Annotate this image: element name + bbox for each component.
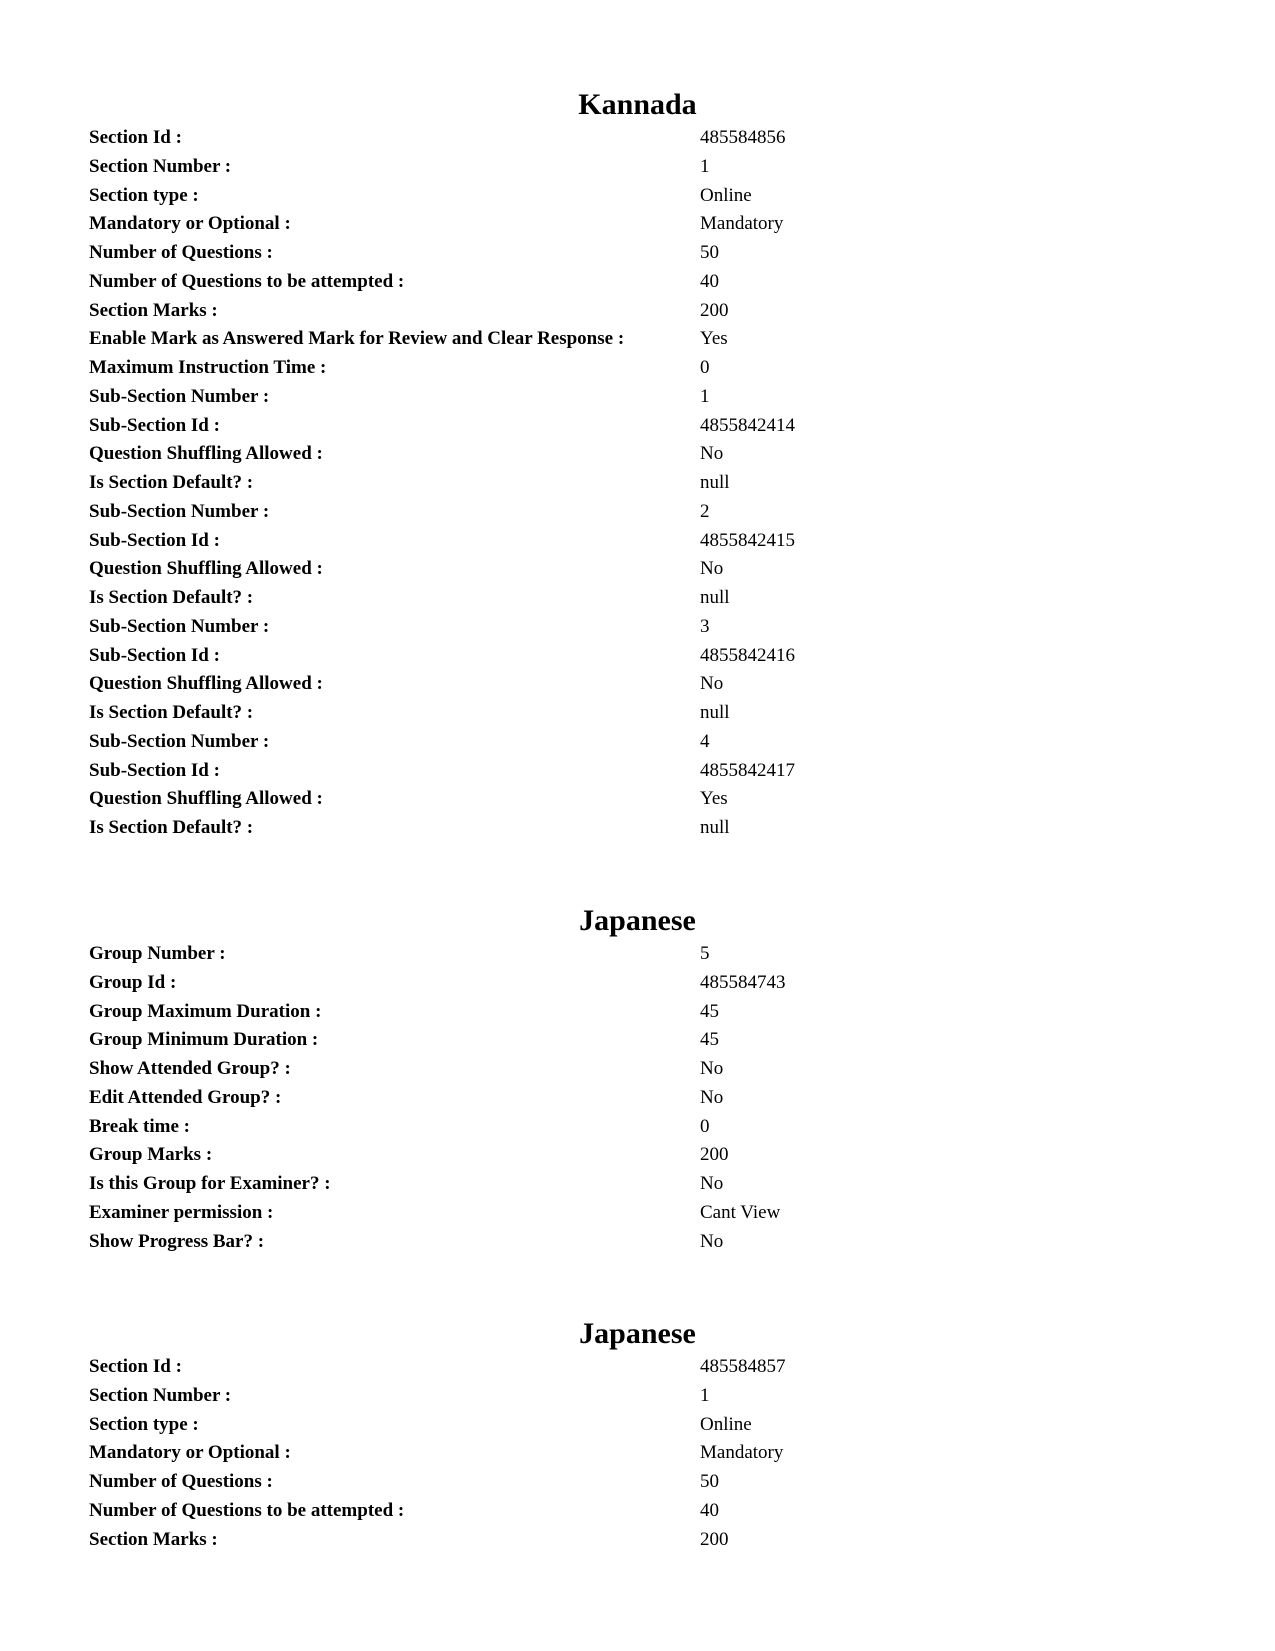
detail-row — [0, 613, 1275, 642]
detail-row — [0, 757, 1275, 786]
detail-value: 5 — [700, 943, 710, 964]
detail-value: 2 — [700, 500, 710, 522]
detail-row — [0, 325, 1275, 354]
detail-row — [0, 1170, 1275, 1199]
detail-value: 3 — [700, 615, 710, 637]
detail-label: Sub-Section Id : — [89, 529, 220, 551]
section-title: Japanese — [579, 904, 696, 937]
detail-value: 1 — [700, 385, 710, 407]
detail-label: Edit Attended Group? : — [89, 1086, 282, 1108]
detail-value: No — [700, 673, 724, 695]
detail-value: No — [700, 1173, 724, 1194]
detail-row — [0, 1026, 1275, 1055]
detail-value: 200 — [700, 1144, 729, 1166]
detail-row — [0, 1055, 1275, 1084]
detail-row — [0, 1468, 1275, 1497]
detail-value: No — [700, 1086, 724, 1108]
detail-label: Show Attended Group? : — [89, 1058, 291, 1079]
detail-value: 4 — [700, 730, 710, 752]
detail-row — [0, 1199, 1275, 1228]
detail-label: Sub-Section Number : — [89, 730, 270, 752]
detail-label: Group Minimum Duration : — [89, 1029, 319, 1051]
detail-row — [0, 210, 1275, 239]
detail-label: Question Shuffling Allowed : — [89, 788, 323, 810]
section-title: Kannada — [578, 88, 697, 121]
detail-value: 40 — [700, 1499, 719, 1521]
detail-row — [0, 670, 1275, 699]
detail-label: Group Maximum Duration : — [89, 1000, 322, 1022]
detail-row — [0, 1411, 1275, 1440]
detail-label: Number of Questions to be attempted : — [89, 270, 405, 292]
detail-value: 1 — [700, 155, 710, 177]
detail-label: Sub-Section Id : — [89, 644, 220, 666]
detail-row — [0, 728, 1275, 757]
detail-label: Section Number : — [89, 155, 232, 177]
detail-value: No — [700, 558, 724, 580]
detail-row — [0, 1526, 1275, 1555]
detail-label: Question Shuffling Allowed : — [89, 558, 323, 580]
detail-label: Section Marks : — [89, 299, 218, 321]
detail-value: 50 — [700, 1471, 719, 1492]
detail-row — [0, 969, 1275, 998]
detail-row — [0, 699, 1275, 728]
section-details — [0, 124, 1275, 843]
detail-row — [0, 1228, 1275, 1257]
detail-label: Is Section Default? : — [89, 702, 254, 723]
detail-value: 485584743 — [700, 971, 786, 993]
detail-row — [0, 584, 1275, 613]
detail-value: 485584857 — [700, 1356, 786, 1377]
detail-row — [0, 182, 1275, 211]
detail-label: Section Number : — [89, 1384, 232, 1406]
detail-row — [0, 268, 1275, 297]
detail-label: Section Marks : — [89, 1528, 218, 1550]
detail-label: Section type : — [89, 1413, 199, 1435]
detail-label: Is Section Default? : — [89, 587, 254, 608]
detail-row — [0, 469, 1275, 498]
detail-label: Section Id : — [89, 1356, 182, 1377]
detail-row — [0, 1113, 1275, 1142]
detail-value: null — [700, 472, 730, 493]
detail-value: 200 — [700, 1528, 729, 1550]
detail-row — [0, 124, 1275, 153]
detail-label: Examiner permission : — [89, 1201, 274, 1223]
detail-value: 200 — [700, 299, 729, 321]
detail-value: 40 — [700, 270, 719, 292]
detail-label: Maximum Instruction Time : — [89, 357, 327, 378]
detail-row — [0, 940, 1275, 969]
detail-value: Yes — [700, 328, 728, 350]
detail-row — [0, 1353, 1275, 1382]
detail-value: No — [700, 1058, 724, 1079]
detail-value: No — [700, 443, 724, 465]
detail-label: Sub-Section Number : — [89, 500, 270, 522]
detail-value: 4855842416 — [700, 644, 795, 666]
detail-row — [0, 383, 1275, 412]
detail-value: Cant View — [700, 1201, 781, 1223]
detail-value: Online — [700, 184, 752, 206]
detail-row — [0, 998, 1275, 1027]
detail-value: null — [700, 817, 730, 838]
section-title: Japanese — [579, 1317, 696, 1350]
detail-label: Sub-Section Id : — [89, 414, 220, 436]
detail-value: 4855842417 — [700, 759, 795, 781]
detail-value: Yes — [700, 788, 728, 810]
detail-value: 45 — [700, 1029, 719, 1051]
detail-value: 485584856 — [700, 127, 786, 148]
detail-row — [0, 498, 1275, 527]
detail-value: 1 — [700, 1384, 710, 1406]
detail-row — [0, 1497, 1275, 1526]
detail-value: null — [700, 587, 730, 608]
detail-label: Number of Questions : — [89, 242, 273, 263]
detail-value: 50 — [700, 242, 719, 263]
detail-row — [0, 354, 1275, 383]
detail-value: Online — [700, 1413, 752, 1435]
detail-label: Sub-Section Number : — [89, 615, 270, 637]
detail-row — [0, 440, 1275, 469]
detail-label: Is Section Default? : — [89, 472, 254, 493]
detail-label: Break time : — [89, 1115, 190, 1137]
detail-row — [0, 239, 1275, 268]
detail-label: Number of Questions to be attempted : — [89, 1499, 405, 1521]
detail-value: Mandatory — [700, 1442, 784, 1464]
group-details — [0, 940, 1275, 1256]
section-details — [0, 1353, 1275, 1554]
detail-row — [0, 1382, 1275, 1411]
detail-value: 0 — [700, 1115, 710, 1137]
detail-label: Sub-Section Id : — [89, 759, 220, 781]
detail-label: Question Shuffling Allowed : — [89, 673, 323, 695]
detail-value: 45 — [700, 1000, 719, 1022]
detail-label: Number of Questions : — [89, 1471, 273, 1492]
detail-row — [0, 527, 1275, 556]
detail-row — [0, 814, 1275, 843]
detail-row — [0, 785, 1275, 814]
detail-label: Enable Mark as Answered Mark for Review and Clear Response : — [89, 328, 625, 350]
detail-value: 4855842415 — [700, 529, 795, 551]
detail-value: 0 — [700, 357, 710, 378]
detail-label: Mandatory or Optional : — [89, 213, 291, 235]
detail-label: Is this Group for Examiner? : — [89, 1173, 331, 1194]
detail-row — [0, 412, 1275, 441]
detail-label: Group Marks : — [89, 1144, 213, 1166]
detail-label: Sub-Section Number : — [89, 385, 270, 407]
detail-label: Group Number : — [89, 943, 226, 964]
detail-value: 4855842414 — [700, 414, 795, 436]
detail-value: No — [700, 1230, 724, 1252]
detail-label: Mandatory or Optional : — [89, 1442, 291, 1464]
detail-label: Is Section Default? : — [89, 817, 254, 838]
detail-label: Section Id : — [89, 127, 182, 148]
detail-row — [0, 1439, 1275, 1468]
detail-label: Section type : — [89, 184, 199, 206]
detail-row — [0, 642, 1275, 671]
detail-row — [0, 555, 1275, 584]
detail-row — [0, 1084, 1275, 1113]
detail-value: null — [700, 702, 730, 723]
detail-row — [0, 297, 1275, 326]
detail-row — [0, 153, 1275, 182]
detail-label: Question Shuffling Allowed : — [89, 443, 323, 465]
detail-row — [0, 1141, 1275, 1170]
detail-label: Group Id : — [89, 971, 177, 993]
detail-label: Show Progress Bar? : — [89, 1230, 265, 1252]
detail-value: Mandatory — [700, 213, 784, 235]
